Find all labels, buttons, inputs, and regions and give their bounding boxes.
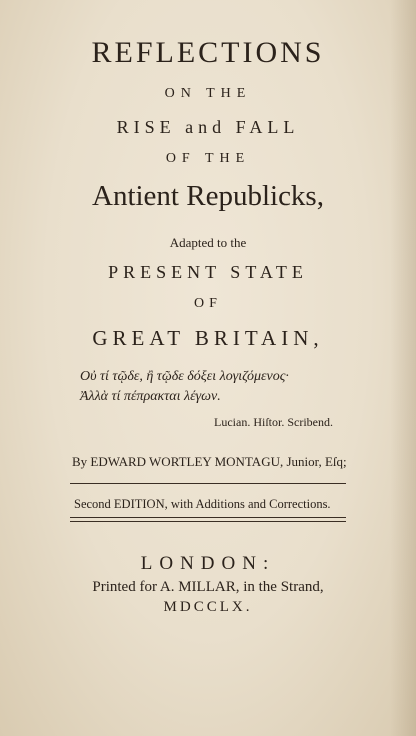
great-britain-line: GREAT BRITAIN, <box>92 326 324 350</box>
subtitle-on-the: ON THE <box>164 86 252 101</box>
rule-below-edition <box>70 517 346 518</box>
subtitle-of-the: OF THE <box>165 151 251 166</box>
rule-below-edition-thin <box>70 521 346 522</box>
page-edge-shadow <box>390 0 416 736</box>
imprint-printer: Printed for A. MILLAR, in the Strand, <box>92 579 324 595</box>
epigraph-greek-line-1: Οὐ τί τῷδε, ἢ τῷδε δόξει λογιζόμενος· <box>80 369 289 384</box>
rule-above-edition <box>70 483 346 484</box>
edition-line: Second EDITION, with Additions and Corrections. <box>74 497 331 511</box>
of-line: OF <box>194 296 222 311</box>
imprint-place: LONDON: <box>140 553 276 574</box>
present-state-line: PRESENT STATE <box>108 262 308 282</box>
imprint-year: MDCCLX. <box>163 599 253 615</box>
adapted-to-line: Adapted to the <box>169 235 247 250</box>
subtitle-antient-republicks: Antient Republicks, <box>92 180 324 212</box>
book-title: REFLECTIONS <box>91 36 325 69</box>
epigraph-greek-line-2: Ἀλλὰ τί πέπρακται λέγων. <box>80 389 221 404</box>
subtitle-rise-and-fall: RISE and FALL <box>116 117 300 137</box>
epigraph-source: Lucian. Hiſtor. Scribend. <box>214 415 333 429</box>
author-line: By EDWARD WORTLEY MONTAGU, Junior, Eſq; <box>72 454 347 469</box>
